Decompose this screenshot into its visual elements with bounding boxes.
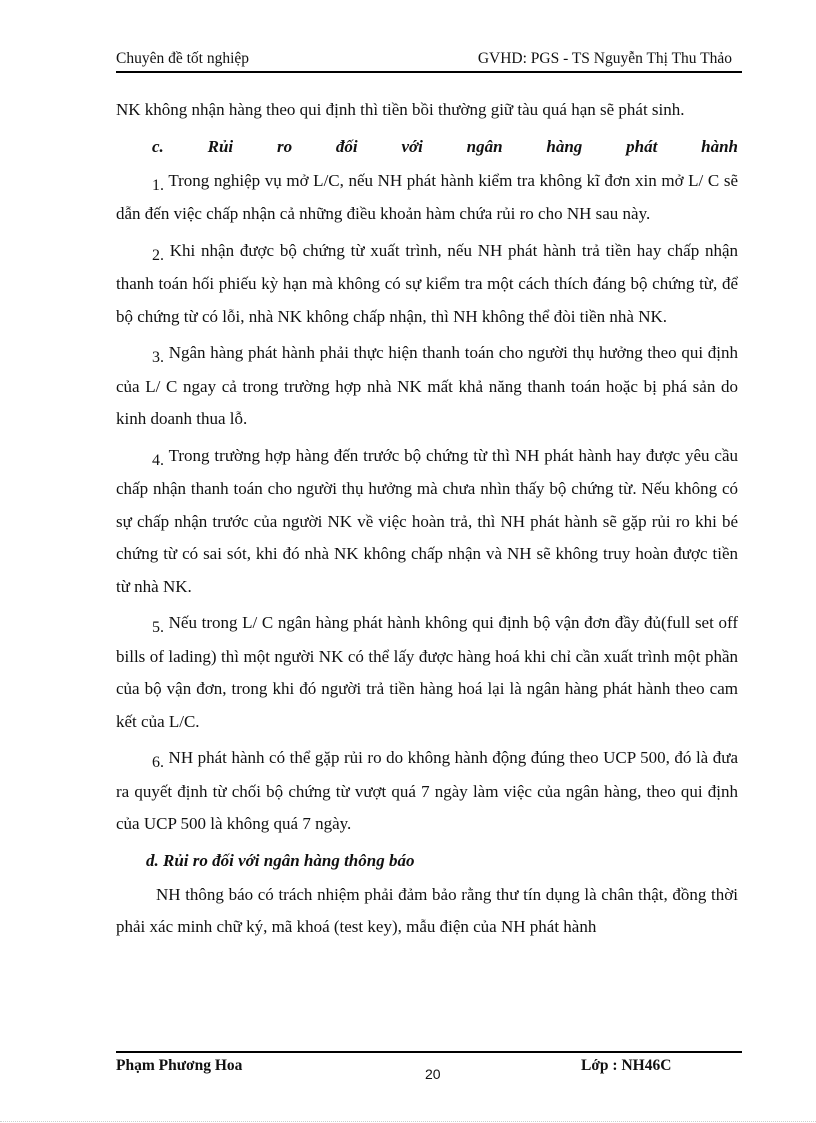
continuation-paragraph: NK không nhận hàng theo qui định thì tiền bồi thường giữ tàu quá hạn sẽ phát sinh. — [116, 100, 685, 119]
page-header — [116, 46, 742, 68]
section-c-word: với — [401, 136, 423, 156]
list-item — [116, 440, 738, 604]
page-footer — [116, 1057, 742, 1087]
section-c-word: đối — [335, 136, 358, 156]
list-item — [116, 165, 738, 231]
list-item-text: Nếu trong L/ C ngân hàng phát hành không qui định bộ vận đơn đầy đủ(full set off bills of lading) thì một người NK có thể lấy được hàng hoá khi chỉ cần xuất trình một phần của bộ vận đơn, trong khi đó người trả tiền hàng hoá lại là ngân hàng phát hành theo cam kết của L/C. — [116, 613, 738, 731]
section-d-paragraph: NH thông báo có trách nhiệm phải đảm bảo rằng thư tín dụng là chân thật, đồng thời phải xác minh chữ ký, mã khoá (test key), mẫu điện của NH phát hành — [116, 884, 738, 936]
section-c-word: Rủi — [207, 136, 234, 156]
section-c-word: ro — [276, 136, 293, 156]
list-item-number: 1. — [152, 176, 164, 194]
section-d-heading: d. Rủi ro đối với ngân hàng thông báo — [146, 850, 415, 870]
list-item — [116, 337, 738, 436]
footer-divider — [116, 1051, 742, 1053]
list-item-text: Ngân hàng phát hành phải thực hiện thanh toán cho người thụ hưởng theo qui định của L/ C ngay cả trong trường hợp nhà NK mất khả năng thanh toán hoặc bị phá sản do kinh doanh thua lỗ. — [116, 343, 738, 428]
list-item-number: 4. — [152, 451, 164, 469]
footer-author: Phạm Phương Hoa — [116, 1057, 243, 1074]
section-c-word: phát — [626, 136, 658, 156]
list-item — [116, 742, 738, 841]
page-number: 20 — [425, 1066, 441, 1082]
list-item-text: Trong nghiệp vụ mở L/C, nếu NH phát hành kiểm tra không kĩ đơn xin mở L/ C sẽ dẫn đến việc chấp nhận cả những điều khoản hàm chứa rủi ro cho NH sau này. — [116, 170, 738, 223]
header-supervisor: GVHD: PGS - TS Nguyễn Thị Thu Thảo — [477, 50, 732, 67]
footer-class: Lớp : NH46C — [581, 1057, 672, 1074]
section-c-word: hành — [701, 136, 738, 156]
list-item-number: 3. — [152, 349, 164, 366]
list-item-number: 5. — [152, 619, 164, 636]
list-item-text: Khi nhận được bộ chứng từ xuất trình, nếu NH phát hành trả tiền hay chấp nhận thanh toán hối phiếu kỳ hạn mà không có sự kiểm tra một cách thích đáng bộ chứng từ, để bộ chứng từ có lỗi, nhà NK không chấp nhận, thì NH không thể đòi tiền nhà NK. — [116, 240, 739, 326]
section-c-heading — [116, 131, 738, 163]
list-item-number: 2. — [152, 246, 164, 264]
list-item-text: NH phát hành có thể gặp rủi ro do không hành động đúng theo UCP 500, đó là đưa ra quyết định từ chối bộ chứng từ vượt quá 7 ngày làm việc của ngân hàng, theo qui định của UCP 500 là không quá 7 ngày. — [116, 748, 739, 833]
page-bottom-border — [0, 1121, 816, 1122]
section-c-word: c. — [152, 136, 164, 156]
list-item-number: 6. — [152, 754, 164, 771]
page-body — [116, 94, 738, 948]
list-item — [116, 235, 738, 334]
list-item-text: Trong trường hợp hàng đến trước bộ chứng từ thì NH phát hành hay được yêu cầu chấp nhận thanh toán cho người thụ hưởng mà chưa nhìn thấy bộ chứng từ. Nếu không có sự chấp nhận trước của người NK về việc hoàn trả, thì NH phát hành sẽ gặp rủi ro khi bé chứng từ có sai sót, khi đó nhà NK không chấp nhận và NH sẽ không truy hoàn được tiền từ nhà NK. — [116, 445, 738, 596]
section-c-word: ngân — [466, 136, 503, 156]
list-item — [116, 607, 738, 738]
header-document-type: Chuyên đề tốt nghiệp — [116, 50, 250, 67]
section-c-word: hàng — [546, 136, 583, 156]
header-divider — [116, 71, 742, 73]
